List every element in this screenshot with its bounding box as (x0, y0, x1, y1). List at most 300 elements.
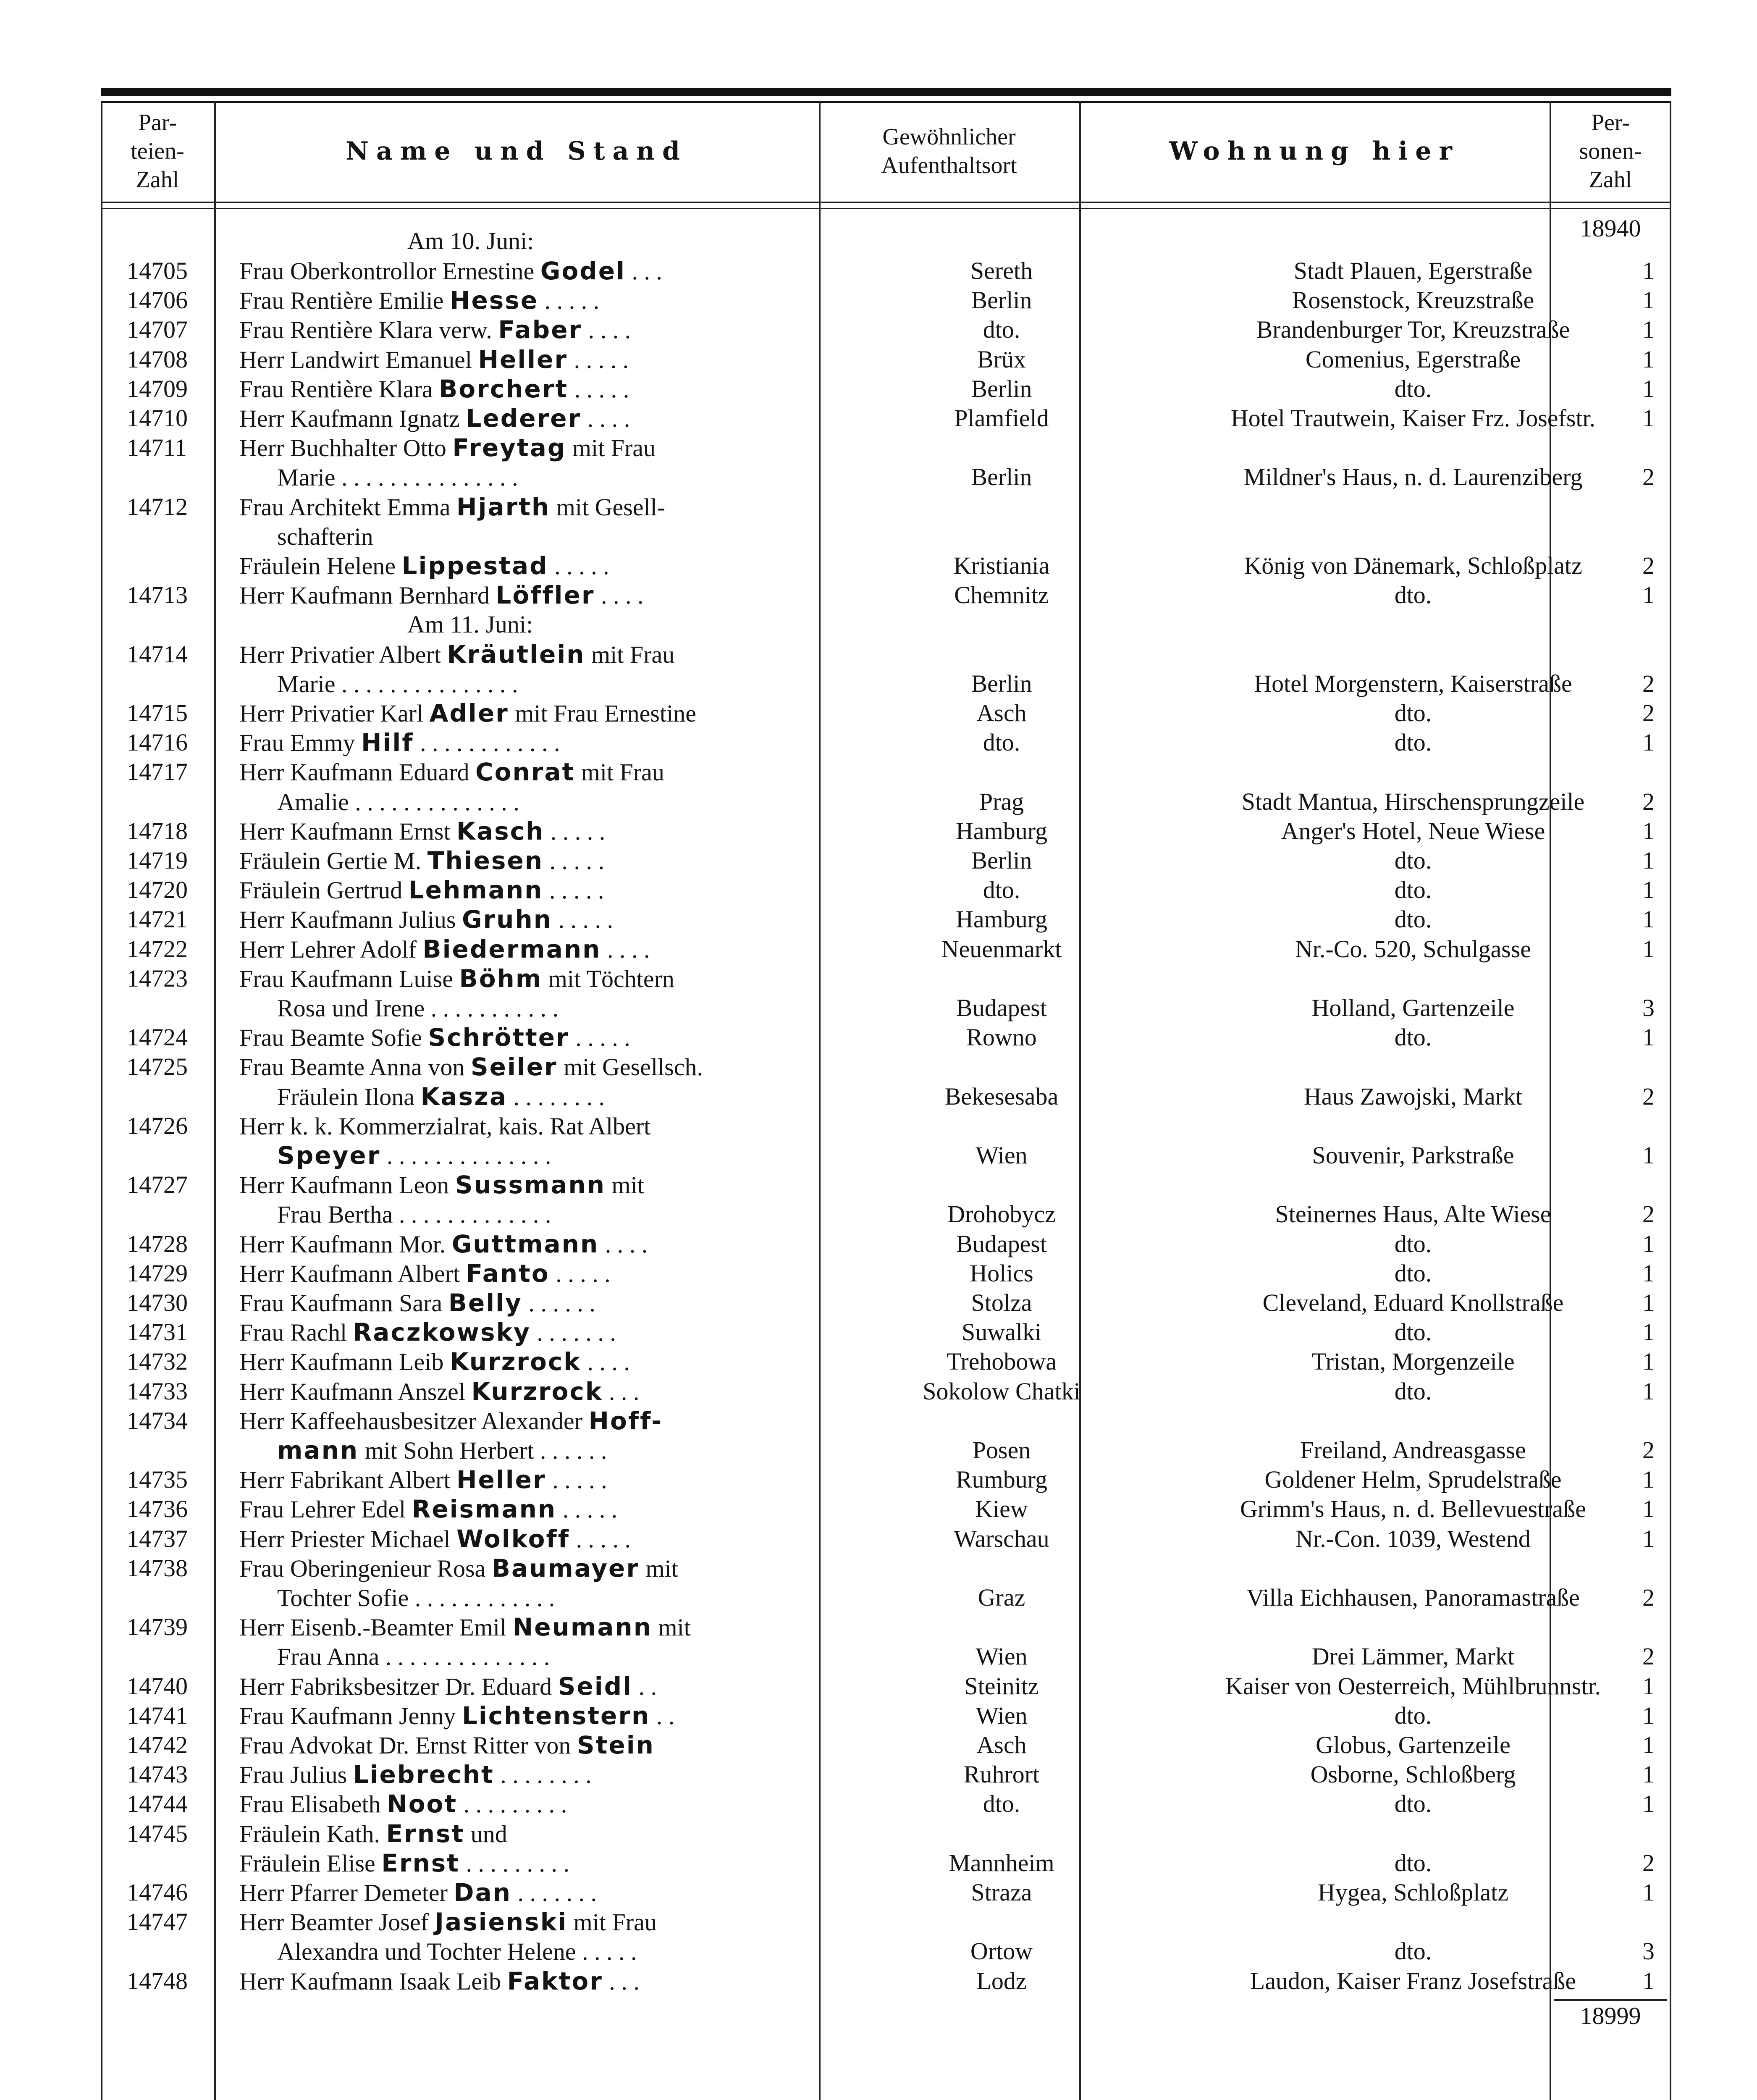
local-address: Rosenstock, Kreuzstraße (1292, 286, 1534, 314)
person-count: 1 (1642, 1378, 1655, 1405)
party-number: 14713 (127, 581, 188, 609)
usual-residence: Drohobycz (947, 1200, 1056, 1228)
party-number: 14739 (127, 1613, 188, 1641)
person-count: 1 (1642, 847, 1655, 874)
name-and-status (239, 345, 907, 375)
person-count: 2 (1642, 699, 1655, 727)
surname: Reismann (412, 1495, 557, 1523)
usual-residence: Steinitz (964, 1672, 1039, 1700)
surname: Jasienski (435, 1908, 568, 1936)
usual-residence: Budapest (956, 994, 1047, 1021)
person-count: 1 (1642, 375, 1655, 402)
name-suffix: . . . (603, 1968, 640, 1995)
table-row (101, 728, 1671, 757)
name-suffix: mit Gesell- (550, 494, 666, 521)
title-and-given-name: Tochter Sofie (277, 1584, 409, 1612)
name-suffix: . . . . . . . . . . . . . . (349, 788, 519, 816)
person-count: 2 (1642, 1436, 1655, 1464)
person-count: 1 (1642, 1495, 1655, 1522)
party-number: 14726 (127, 1112, 188, 1139)
local-address: dto. (1394, 1318, 1432, 1346)
name-and-status (239, 1259, 907, 1289)
name-suffix: . . . . (595, 582, 644, 609)
name-suffix: . . . . . . . . . . . . . (393, 1201, 551, 1228)
usual-residence: Hamburg (955, 906, 1047, 933)
name-suffix: . . . . . (576, 1938, 637, 1965)
name-suffix: mit Frau (567, 1908, 657, 1936)
surname: Gruhn (462, 905, 553, 934)
party-number: 14709 (127, 375, 188, 402)
name-and-status (239, 1524, 907, 1554)
header-persons: Per- sonen- Zahl (1579, 110, 1642, 193)
title-and-given-name: Frau Elisabeth (239, 1790, 387, 1818)
name-suffix: . . . . . (569, 1024, 630, 1051)
person-count: 2 (1642, 1849, 1655, 1877)
surname: Ernst (381, 1849, 460, 1877)
table-row (101, 286, 1671, 315)
name-suffix: . . . . (582, 316, 631, 344)
usual-residence: Lodz (976, 1967, 1027, 1995)
table-row (101, 1907, 1671, 1937)
table-row (101, 462, 1671, 492)
table-row (101, 1170, 1671, 1200)
usual-residence: Trehobowa (946, 1348, 1057, 1375)
name-suffix: . . . . . (546, 1466, 607, 1494)
surname: Baumayer (491, 1554, 640, 1583)
party-number: 14719 (127, 847, 188, 874)
name-suffix: . . . . . (549, 1260, 611, 1287)
title-and-given-name: Herr Beamter Josef (239, 1908, 435, 1936)
name-suffix: mit Frau (585, 641, 675, 668)
local-address: Hotel Morgenstern, Kaiserstraße (1254, 670, 1572, 697)
local-address: dto. (1394, 1024, 1432, 1051)
title-and-given-name: Herr Fabriksbesitzer Dr. Eduard (239, 1673, 558, 1700)
table-row (101, 1583, 1671, 1612)
name-suffix: mit Töchtern (542, 965, 674, 992)
table-row (101, 580, 1671, 610)
party-number: 14729 (127, 1260, 188, 1287)
person-count: 1 (1642, 906, 1655, 933)
surname: Conrat (475, 758, 575, 786)
party-number: 14706 (127, 286, 188, 314)
header-parties: Par- teien- Zahl (131, 110, 184, 193)
name-and-status (277, 522, 945, 551)
local-address: dto. (1394, 1230, 1432, 1257)
surname: Raczkowsky (353, 1318, 531, 1347)
title-and-given-name: Herr Fabrikant Albert (239, 1466, 457, 1494)
surname: Dan (454, 1878, 511, 1907)
local-address: Hygea, Schloßplatz (1317, 1879, 1509, 1906)
title-and-given-name: Herr Landwirt Emanuel (239, 346, 478, 373)
table-row (101, 1701, 1671, 1730)
party-number: 14738 (127, 1554, 188, 1582)
surname: Kasza (420, 1082, 507, 1111)
person-count: 2 (1642, 788, 1655, 815)
date-heading-10: Am 10. Juni: (407, 227, 534, 255)
name-and-status (239, 1229, 907, 1259)
final-total: 18999 (1580, 2002, 1641, 2029)
name-suffix: . . . . . (548, 552, 609, 580)
name-suffix: mit Gesellsch. (557, 1053, 703, 1081)
name-and-status (239, 1672, 907, 1701)
name-suffix: . . . . . . . . (507, 1083, 605, 1110)
name-suffix: . . . (603, 1378, 640, 1405)
person-count: 1 (1642, 1702, 1655, 1729)
name-and-status (239, 1318, 907, 1347)
person-count: 3 (1642, 994, 1655, 1021)
surname: Wolkoff (456, 1525, 570, 1553)
title-and-given-name: Herr Kaufmann Leon (239, 1171, 455, 1199)
name-suffix: mit Sohn Herbert . . . . . . (359, 1437, 607, 1464)
party-number: 14733 (127, 1378, 188, 1405)
title-and-given-name: Herr Kaufmann Albert (239, 1260, 466, 1287)
name-and-status (239, 1465, 907, 1495)
local-address: dto. (1394, 1937, 1432, 1965)
surname: Godel (540, 257, 626, 285)
person-count: 1 (1642, 316, 1655, 343)
person-count: 1 (1642, 1142, 1655, 1169)
name-suffix: mit (639, 1555, 678, 1582)
party-number: 14745 (127, 1820, 188, 1847)
title-and-given-name: Frau Rentière Emilie (239, 287, 450, 314)
usual-residence: Kiew (975, 1495, 1028, 1522)
party-number: 14741 (127, 1702, 188, 1729)
usual-residence: Rowno (966, 1024, 1037, 1051)
usual-residence: Warschau (954, 1525, 1049, 1552)
name-suffix: . . . . . . . (530, 1319, 616, 1346)
surname: Noot (387, 1790, 458, 1818)
name-suffix: . . . . . (552, 906, 614, 933)
surname: Biedermann (422, 935, 601, 963)
table-row (101, 404, 1671, 433)
local-address: Comenius, Egerstraße (1305, 346, 1521, 373)
local-address: Souvenir, Parkstraße (1312, 1142, 1514, 1169)
title-and-given-name: Herr Priester Michael (239, 1525, 456, 1553)
party-number: 14717 (127, 758, 188, 785)
header-name: Name und Stand (346, 136, 687, 166)
table-row (101, 315, 1671, 344)
title-and-given-name: Herr Kaufmann Anszel (239, 1378, 472, 1405)
local-address: Kaiser von Oesterreich, Mühlbrunnstr. (1225, 1672, 1601, 1700)
party-number: 14743 (127, 1761, 188, 1788)
local-address: dto. (1394, 906, 1432, 933)
title-and-given-name: Frau Oberingenieur Rosa (239, 1555, 492, 1582)
usual-residence: Berlin (971, 375, 1032, 402)
name-and-status (239, 816, 907, 846)
usual-residence: Plamfield (954, 404, 1049, 432)
name-suffix: . . . (625, 257, 662, 285)
table-row (101, 964, 1671, 993)
person-count: 1 (1642, 404, 1655, 432)
usual-residence: Wien (976, 1643, 1028, 1670)
name-and-status (239, 1111, 907, 1141)
local-address: Goldener Helm, Sprudelstraße (1264, 1466, 1562, 1493)
party-number: 14716 (127, 729, 188, 756)
table-row (101, 846, 1671, 875)
title-and-given-name: Herr Kaufmann Mor. (239, 1231, 452, 1258)
usual-residence: dto. (983, 316, 1020, 343)
name-suffix: . . . . . (568, 375, 629, 403)
register-page (101, 88, 1671, 2100)
name-suffix: . . . . . . . . . (460, 1850, 570, 1877)
name-suffix: . . . . . (538, 287, 600, 314)
name-and-status (239, 580, 907, 610)
table-row (101, 374, 1671, 404)
title-and-given-name: Herr Kaufmann Ernst (239, 818, 456, 845)
header-rule (101, 202, 1671, 203)
person-count: 1 (1642, 729, 1655, 756)
local-address: dto. (1394, 1790, 1432, 1817)
title-and-given-name: Frau Rachl (239, 1319, 353, 1346)
title-and-given-name: Fräulein Elise (239, 1850, 382, 1877)
usual-residence: Hamburg (955, 817, 1047, 845)
table-row (101, 1200, 1671, 1229)
table-row (101, 1494, 1671, 1524)
header-origin: Gewöhnlicher Aufenthaltsort (881, 124, 1017, 178)
table-row (101, 1023, 1671, 1052)
title-and-given-name: Herr Lehrer Adolf (239, 936, 423, 963)
surname: Neumann (512, 1613, 652, 1641)
title-and-given-name: Herr Kaufmann Eduard (239, 759, 476, 786)
name-and-status (239, 905, 907, 934)
surname: Belly (448, 1289, 522, 1317)
table-row (101, 757, 1671, 787)
table-row (101, 1524, 1671, 1554)
party-number: 14724 (127, 1024, 188, 1051)
usual-residence: Sereth (970, 257, 1033, 284)
name-and-status (239, 1701, 907, 1731)
name-and-status (239, 1878, 907, 1908)
local-address: dto. (1394, 1702, 1432, 1729)
table-row (101, 1672, 1671, 1701)
person-count: 1 (1642, 1761, 1655, 1788)
title-and-given-name: Fräulein Kath. (239, 1820, 386, 1848)
usual-residence: Rumburg (955, 1466, 1048, 1493)
party-number: 14725 (127, 1053, 188, 1080)
name-suffix: . . . . . . . . . . . . . . (380, 1142, 551, 1169)
table-row (101, 1141, 1671, 1170)
title-and-given-name: Herr Eisenb.-Beamter Emil (239, 1614, 513, 1641)
party-number: 14712 (127, 493, 188, 520)
name-suffix: . . . . . (568, 346, 629, 373)
table-row (101, 345, 1671, 374)
table-row (101, 492, 1671, 522)
header-rule-thin (101, 208, 1671, 209)
person-count: 2 (1642, 1083, 1655, 1110)
party-number: 14746 (127, 1879, 188, 1906)
name-and-status (239, 698, 907, 728)
title-and-given-name: Frau Oberkontrollor Ernestine (239, 257, 540, 285)
name-and-status (239, 1494, 907, 1524)
title-and-given-name: Frau Kaufmann Luise (239, 965, 459, 992)
header-address: Wohnung hier (1169, 136, 1460, 166)
party-number: 14731 (127, 1318, 188, 1346)
sum-rule (1554, 1999, 1667, 2001)
person-count: 1 (1642, 1230, 1655, 1257)
party-number: 14730 (127, 1289, 188, 1316)
local-address: Mildner's Haus, n. d. Laurenziberg (1243, 463, 1583, 491)
title-and-given-name: Herr Kaffeehausbesitzer Alexander (239, 1407, 589, 1435)
local-address: Grimm's Haus, n. d. Bellevuestraße (1240, 1495, 1586, 1522)
surname: Speyer (277, 1141, 381, 1170)
table-row (101, 787, 1671, 816)
usual-residence: Chemnitz (954, 581, 1049, 609)
local-address: dto. (1394, 1849, 1432, 1877)
surname: Lippestad (401, 551, 548, 580)
surname: Seidl (558, 1672, 632, 1701)
title-and-given-name: Herr Kaufmann Leib (239, 1348, 450, 1376)
local-address: Osborne, Schloßberg (1310, 1761, 1516, 1788)
surname: Heller (478, 345, 568, 374)
title-and-given-name: Frau Julius (239, 1761, 353, 1788)
title-and-given-name: Herr Buchhalter Otto (239, 434, 453, 462)
name-suffix: mit Frau Ernestine (509, 700, 696, 727)
local-address: dto. (1394, 876, 1432, 903)
title-and-given-name: Herr Kaufmann Julius (239, 906, 462, 933)
name-and-status (239, 846, 907, 876)
usual-residence: Neuenmarkt (941, 935, 1062, 963)
local-address: Steinernes Haus, Alte Wiese (1275, 1200, 1551, 1228)
name-and-status (239, 964, 907, 994)
local-address: Anger's Hotel, Neue Wiese (1281, 817, 1545, 845)
table-row (101, 905, 1671, 934)
title-and-given-name: Frau Beamte Anna von (239, 1053, 471, 1081)
usual-residence: Brüx (977, 346, 1026, 373)
name-suffix: . . . . . . . . . . . (425, 995, 559, 1022)
person-count: 2 (1642, 1643, 1655, 1670)
person-count: 1 (1642, 1790, 1655, 1817)
usual-residence: dto. (983, 1790, 1020, 1817)
title-and-given-name: Herr Kaufmann Isaak Leib (239, 1968, 507, 1995)
surname: Fanto (466, 1259, 550, 1288)
party-number: 14732 (127, 1348, 188, 1375)
local-address: Cleveland, Eduard Knollstraße (1262, 1289, 1564, 1316)
person-count: 1 (1642, 1672, 1655, 1700)
title-and-given-name: Herr Kaufmann Bernhard (239, 582, 496, 609)
name-and-status (239, 728, 907, 758)
surname: Lederer (466, 404, 582, 433)
name-and-status (239, 1819, 907, 1849)
name-suffix: . . . . . . . . . . . . . . (379, 1643, 550, 1670)
local-address: dto. (1394, 699, 1432, 727)
name-and-status (239, 1730, 907, 1760)
table-row (101, 934, 1671, 964)
name-suffix: . . . . . (556, 1496, 618, 1523)
local-address: dto. (1394, 375, 1432, 402)
party-number: 14720 (127, 876, 188, 903)
usual-residence: dto. (983, 729, 1020, 756)
usual-residence: Graz (978, 1584, 1025, 1611)
table-row (101, 1082, 1671, 1111)
surname: Hesse (449, 286, 539, 315)
local-address: Haus Zawojski, Markt (1303, 1083, 1523, 1110)
table-row (101, 1406, 1671, 1436)
usual-residence: Holics (970, 1260, 1033, 1287)
surname: Freytag (452, 433, 566, 462)
usual-residence: Sokolow Chatki (923, 1378, 1080, 1405)
party-number: 14736 (127, 1495, 188, 1522)
title-and-given-name: Marie (277, 670, 336, 698)
title-and-given-name: Herr Privatier Albert (239, 641, 447, 668)
name-and-status (239, 1288, 907, 1318)
person-count: 1 (1642, 876, 1655, 903)
title-and-given-name: Herr Privatier Karl (239, 700, 430, 727)
usual-residence: Ortow (970, 1937, 1033, 1965)
title-and-given-name: Frau Anna (277, 1643, 380, 1670)
name-and-status (239, 1052, 907, 1082)
surname: Lehmann (408, 876, 543, 904)
surname: mann (277, 1436, 359, 1465)
table-row (101, 522, 1671, 551)
surname: Sussmann (455, 1171, 606, 1199)
surname: Kasch (456, 817, 545, 845)
local-address: dto. (1394, 1260, 1432, 1287)
table-row (101, 1966, 1671, 1996)
surname: Adler (429, 699, 509, 727)
local-address: Nr.-Con. 1039, Westend (1295, 1525, 1531, 1552)
title-and-given-name: Frau Beamte Sofie (239, 1024, 428, 1051)
title-and-given-name: Marie (277, 464, 336, 491)
person-count: 1 (1642, 1731, 1655, 1759)
name-and-status (239, 1966, 907, 1996)
table-row (101, 1878, 1671, 1907)
name-suffix: . . . . . . . . . . . . (414, 729, 560, 756)
party-number: 14707 (127, 316, 188, 343)
usual-residence: Kristiania (953, 552, 1050, 579)
title-and-given-name: Frau Kaufmann Jenny (239, 1702, 462, 1730)
usual-residence: Prag (979, 788, 1024, 815)
local-address: dto. (1394, 847, 1432, 874)
name-suffix: . . . . . . . (511, 1879, 597, 1906)
usual-residence: dto. (983, 876, 1020, 903)
name-suffix: . . . . . (544, 818, 606, 845)
name-suffix: . . . . . . (522, 1289, 595, 1317)
party-number: 14711 (127, 434, 187, 461)
local-address: Globus, Gartenzeile (1316, 1731, 1510, 1759)
name-and-status (239, 1377, 907, 1407)
table-row (101, 551, 1671, 580)
party-number: 14737 (127, 1525, 188, 1552)
person-count: 2 (1642, 1584, 1655, 1611)
usual-residence: Berlin (971, 670, 1032, 697)
title-and-given-name: Frau Rentière Klara verw. (239, 316, 498, 344)
surname: Lichtenstern (462, 1701, 650, 1730)
name-and-status (239, 1789, 907, 1819)
table-row (101, 1937, 1671, 1966)
party-number: 14747 (127, 1908, 188, 1935)
table-row (101, 1436, 1671, 1465)
carry-over-total: 18940 (1580, 215, 1641, 242)
person-count: 1 (1642, 581, 1655, 609)
party-number: 14718 (127, 817, 188, 845)
title-and-given-name: Frau Lehrer Edel (239, 1496, 412, 1523)
name-suffix: . . . . . . . . . . . . (409, 1584, 555, 1612)
name-and-status (239, 1907, 907, 1937)
usual-residence: Posen (972, 1436, 1031, 1464)
local-address: Tristan, Morgenzeile (1311, 1348, 1515, 1375)
table-row (101, 1789, 1671, 1819)
surname: Heller (456, 1465, 546, 1494)
name-suffix: . . . . (599, 1231, 648, 1258)
usual-residence: Ruhrort (963, 1761, 1040, 1788)
table-row (101, 640, 1671, 669)
person-count: 1 (1642, 1967, 1655, 1995)
local-address: Hotel Trautwein, Kaiser Frz. Josefstr. (1230, 404, 1596, 432)
surname: Hilf (361, 728, 414, 757)
name-suffix: . . . . . . . . . . . . . . . (335, 464, 518, 491)
table-row (101, 875, 1671, 905)
name-suffix: und (464, 1820, 507, 1848)
